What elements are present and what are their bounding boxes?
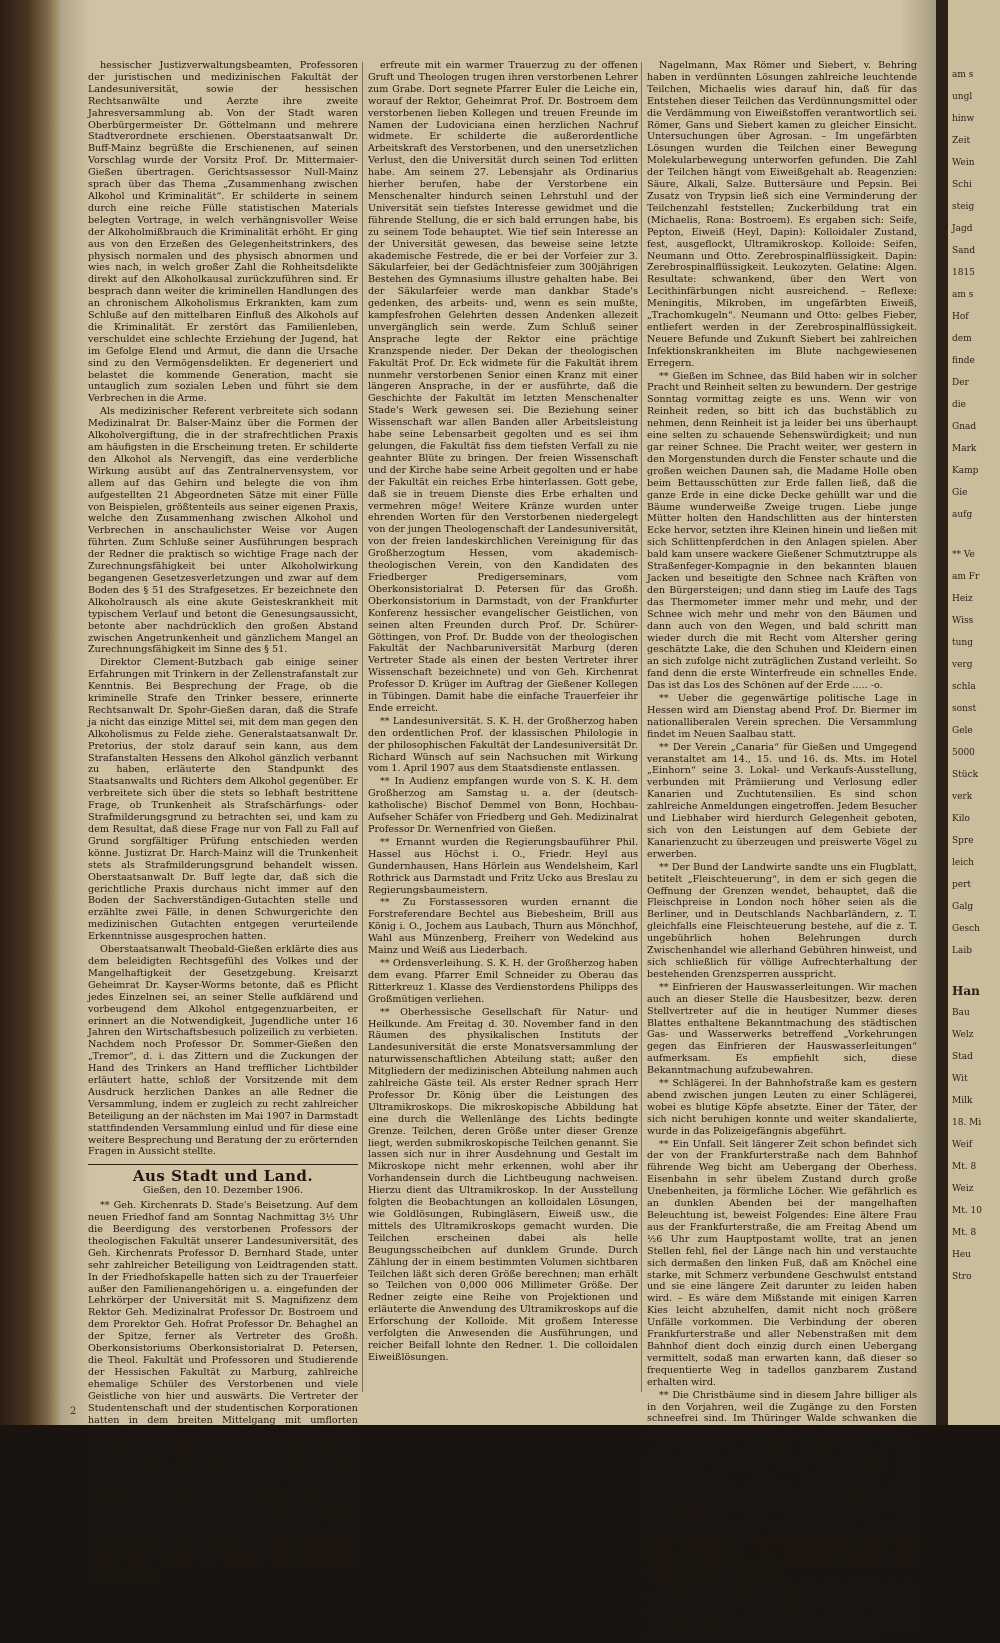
fragment-text: Gesch xyxy=(952,924,980,934)
article-paragraph: ** In Audienz empfangen wurde von S. K. H. dem Großherzog am Samstag u. a. der (deutsch-katholische) Bischof Demmel von Bonn, Hochbau-Aufseher Schäfer von Friedberg und Geh. Medizinalrat Professor Dr. Wernenfried von Gießen. xyxy=(368,776,638,835)
fragment-text: Jagd xyxy=(952,224,973,234)
fragment-text: Kilo xyxy=(952,814,970,824)
section-rule xyxy=(88,1164,358,1165)
fragment-text: Milk xyxy=(952,1096,973,1106)
fragment-text: Spre xyxy=(952,836,974,846)
article-paragraph: Nagelmann, Max Römer und Siebert, v. Behring haben in verdünnten Lösungen zahlreiche leuchtende Teilchen, Michaelis wies darauf hin, daß für das Entstehen dieser Teilchen das Verdünnungsmittel oder die Verdämmung von Eiweißstoffen verantwortlich sei. Römer, Gans und Siebert kamen zu gleicher Einsicht. Untersuchungen über Agrosan. – Im ungefärbten Lösungen wurden die Teilchen einer Bewegung Molekularbewegung unterworfen gefunden. Die Zahl der Teilchen hängt vom Eiweißgehalt ab. Reagenzien: Säure, Alkali, Salze. Buttersäure und Pepsin. Bei Zusatz von Trypsin ließ sich eine Verminderung der Teilchenzahl feststellen; Zuckerbildung trat ein (Michaelis, Rona: Bostroem). Es ergaben sich: Seife, Pepton, Eiweiß (Heyl, Dapin): Kolloidaler Zustand, fest, ausgeflockt, Ultramikroskop. Kolloide: Seifen, Neumann und Otto. Zerebrospinalflüssigkeit. Dapin: Zerebrospinalflüssigkeit. Leukozyten. Gelatine: Algen. Resultate: schwankend, über den Wert von Lecithinfärbungen nicht ausreichend. – Reflexe: Meningitis, Mikroben, im ungefärbten Eiweiß, „Trachomkugeln“. Neumann und Otto: gelbes Fieber, entliefert werden in der Zerebrospinalflüssigkeit. Neuere Befunde und Zukunft Siebert bei zahlreichen Infektionskrankheiten im Blute nachgewiesenen Erregern. xyxy=(647,60,917,369)
fragment-text: die xyxy=(952,400,966,410)
fragment-text: am Fr xyxy=(952,572,980,582)
article-paragraph: ** Geh. Kirchenrats D. Stade's Beisetzung. Auf dem neuen Friedhof fand am Sonntag Nachmittag 3½ Uhr die Beerdigung des verstorbenen Professors der theologischen Fakultät unserer Landesuniversität, des Geh. Kirchenrats Professor D. Bernhard Stade, unter sehr zahlreicher Beteiligung von Leidtragenden statt. In der Friedhofskapelle hatten sich zu der Trauerfeier außer den Familienangehörigen u. a. eingefunden der Lehrkörper der Universität mit S. Magnifizenz dem Rektor Geh. Medizinalrat Professor Dr. Bostroem und dem Prorektor Geh. Hofrat Professor Dr. Behaghel an der Spitze, ferner als Vertreter des Großh. Oberkonsistoriums Oberkonsistorialrat D. Petersen, die Theol. Fakultät und Professoren und Studierende der Hessischen Fakultät zu Marburg, zahlreiche ehemalige Schüler des Verstorbenen und viele Geistliche von hier und auswärts. Die Vertreter der Studentenschaft und der studentischen Korporationen hatten in dem breiten Mittelgang mit umflorten Fahnen Aufstellung genommen. Der schlichte Sarg, der die irdische Hülle des Verstorbenen barg, war mit kostbaren Kranz- und Blumenspenden bedeckt. Pfarrer Euler hielt die durch ihre Kürze um so wirkungsvoller diesmalfundene Traueransprache. Er feierte darin Geh. Kirchenrat Stade als einen Großen im Reiche der theologischen Wissenschaft, der weit über Hessens Grenze hinaus als einer der Ersten bekannt gewesen sei, und schilderte das Glück des Verstorbenen, das er im Familienleben und in seinen treuen Pflichterfüllung gefunden habe. Sein Streben sei gewesen, das Reich Gottes auf Erden zu bauen. Doch beendigte Trauerandacht xyxy=(88,1200,358,1581)
page-number: 2 xyxy=(70,1406,77,1417)
column-divider xyxy=(641,62,642,1392)
article-paragraph: ** Ein Unfall. Seit längerer Zeit schon befindet sich der von der Frankfurterstraße nach dem Bahnhof führende Weg bicht am Uebergang der Oberhess. Eisenbahn in sehr übelem Zustand durch große Unebenheiten, ja förmliche Löcher. Wie gefährlich es an dunklen Abenden bei der mangelhaften Beleuchtung ist, beweist Folgendes: Eine ältere Frau aus der Frankfurterstraße, die am Freitag Abend um ½6 Uhr zum Hauptpostamt wollte, trat an jenen Stellen fehl, fiel der Länge nach hin und verstauchte sich dermaßen den linken Fuß, daß am Knöchel eine starke, mit Schmerz verbundene Geschwulst entstand und sie eine längere Zeit darunter zu leiden haben wird. – Es wäre dem Mißstande mit einigen Karren Kies leicht abzuhelfen, damit nicht noch größere Unfälle vorkommen. Die Verbindung der oberen Frankfurterstraße und aller Nebenstraßen mit dem Bahnhof dient doch einzig durch einen Uebergang vermittelt, sodaß man erwarten kann, daß dieser so frequentierte Weg in tadellos ganzbarem Zustand erhalten wird. xyxy=(647,1138,917,1388)
fragment-text: Heiz xyxy=(952,594,973,604)
fragment-text: Wit xyxy=(952,1074,968,1084)
dateline: Gießen, den 10. Dezember 1906. xyxy=(142,1185,304,1197)
fragment-text: pert xyxy=(952,880,972,890)
book-binding xyxy=(0,0,62,1425)
fragment-text: Gele xyxy=(952,726,973,736)
adjacent-page-edge xyxy=(948,0,1000,1425)
article-paragraph: ** Gießen im Schnee, das Bild haben wir in solcher Pracht und Reinheit selten zu bewundern. Der gestrige Sonntag vormittag zeigte es uns. Wenn wir von Reinheit reden, so bitt ich das buchstäblich zu nehmen, denn Reinheit ist ja leider bei uns überhaupt eine selten zu schauende Sehenswürdigkeit; und nun gar reiner Schnee. Die Pracht weiter, wer gestern in den Morgenstunden durch die Fenster schaute und die großen weichen Daunen sah, die Madame Holle oben beim Bettausschütten zur Erde fallen ließ, daß die ganze Erde in eine dicke Decke gehüllt war und die Bäume wunderweiße Zweige trugen. Liebe junge Mütter holten den Handschlitten aus der hintersten Ecke hervor, setzten ihre Kleinen hinein und ließen mit sich Schlittenpferdchen in den Anlagen spielen. Aber bald kam unsere wackere Gießener Schmutztruppe als Straßenfeger-Kompagnie in den bekannten blauen Jacken und beseitigte den Schnee nach Kräften von den Bürgersteigen; und dann stieg im Laufe des Tags das Thermometer immer mehr und mehr, und der Schnee wich mehr und mehr von den Bäumen und dann auch von den Wegen, und bald schritt man wieder durch die mit Recht vom Altersher gering geschätzte Lake, die den Schuhen und Kleidern einen an sich zufolge nicht zuträglichen Zustand verleiht. So fand denn die erste Winterfreude ein schnelles Ende. Das ist das Los des Schönen auf der Erde ..... -o. xyxy=(647,370,917,692)
fragment-text: Mt. 10 xyxy=(952,1206,983,1216)
fragment-text: am s xyxy=(952,70,974,80)
fragment-text: 18. Mi xyxy=(952,1118,982,1128)
fragment-text: Mt. 8 xyxy=(952,1228,977,1238)
column-2 xyxy=(368,60,638,1365)
page-gutter xyxy=(936,0,948,1425)
article-paragraph: ** Zu Forstassessoren wurden ernannt die Forstreferendare Bechtel aus Biebesheim, Brill aus König i. O., Jochem aus Laubach, Thurn aus Mönchhof, Wahl aus Münzenberg, Freiherr von Wedekind aus Mainz und Weiß aus Liederbach. xyxy=(368,897,638,957)
column-divider xyxy=(362,62,363,1392)
fragment-text: Mark xyxy=(952,444,977,454)
fragment-text: Bau xyxy=(952,1008,970,1018)
fragment-text: 1815 xyxy=(952,268,975,278)
article-paragraph: ** Oberhessische Gesellschaft für Natur- und Heilkunde. Am Freitag d. 30. November fand in den Räumen des physikalischen Instituts der Landesuniversität die erste Monatsversammlung der naturwissenschaftlichen Abteilung statt; außer den Mitgliedern der medizinischen Abteilung nahmen auch zahlreiche Gäste teil. Als erster Redner sprach Herr Professor Dr. König über die Leistungen des Ultramikroskops. Die mikroskopische Abbildung hat eine durch die Wellenlänge des Lichts bedingte Grenze. Teilchen, deren Größe unter dieser Grenze liegt, werden submikroskopische Teilchen genannt. Sie lassen sich nur in ihrer Ausdehnung und Gestalt im Mikroskope nicht mehr erkennen, wohl aber ihr Vorhandensein durch die Lichtbeugung nachweisen. Hierzu dient das Ultramikroskop. In der Ausstellung folgten die Beobachtungen an kolloidalen Lösungen, wie Goldlösungen, Rubingläsern, Eiweiß usw., die mittels des Ultramikroskops gemacht wurden. Die Teilchen erscheinen dabei als helle Beugungsscheibchen auf dunklem Grunde. Durch Zählung der in einem bestimmten Volumen sichtbaren Teilchen läßt sich deren Größe berechnen; man erhält so Teilchen von 0,000 006 Millimeter Größe. Der Redner zeigte eine Reihe von Projektionen und erläuterte die Anwendung des Ultramikroskops auf die Erforschung der Kolloide. Mit großem Interesse verfolgten die Anwesenden die Ausführungen, und reicher Beifall lohnte den Redner. 1. Die colloidalen Eiweißlösungen. xyxy=(368,1006,638,1363)
fragment-text: Stad xyxy=(952,1052,973,1062)
fragment-text: verk xyxy=(952,792,973,802)
fragment-text: schla xyxy=(952,682,976,692)
fragment-text: leich xyxy=(952,858,974,868)
fragment-text: steig xyxy=(952,202,975,212)
column-1 xyxy=(88,60,358,1582)
fragment-text: Stro xyxy=(952,1272,972,1282)
article-paragraph: ** Der Verein „Canaria“ für Gießen und Umgegend veranstaltet am 14., 15. und 16. ds. Mts. im Hotel „Einhorn“ seine 3. Lokal- und Verkaufs-Ausstellung, verbunden mit Prämiierung und Verlosung edler Kanarien und Zuchtutensilien. Es sind schon zahlreiche Anmeldungen eingetroffen. Jedem Besucher und Liebhaber wird hierdurch Gelegenheit geboten, sich von den Leistungen auf dem Gebiete der Kanarienzucht zu überzeugen und preiswerte Vögel zu erwerben. xyxy=(647,741,917,860)
article-paragraph: Direktor Clement-Butzbach gab einige seiner Erfahrungen mit Trinkern in der Zellenstrafanstalt zur Kenntnis. Bei Besprechung der Frage, ob die kriminelle Strafe den Trinker bessere, erinnerte Rechtsanwalt Dr. Spohr-Gießen daran, daß die Strafe ja nicht das einzige Mittel sei, mit dem man gegen den Alkoholismus zu Felde ziehe. Generalstaatsanwalt Dr. Pretorius, der stolz darauf sein kann, aus dem Strafanstalten Hessens den Alkohol gänzlich verbannt zu haben, erläuterte den Standpunkt des Staatsanwalts und Richters dem Alkohol gegenüber. Er verbreitete sich über die stets so lebhaft bestrittene Frage, ob Trunkenheit als Strafschärfungs- oder Strafmilderungsgrund zu betrachten sei, und kam zu dem Resultat, daß diese Frage nur von Fall zu Fall auf Grund sorgfältiger Prüfung entschieden werden könne. Justizrat Dr. Harch-Mainz will die Trunkenheit stets als Strafmilderungsgrund behandelt wissen. Oberstaatsanwalt Dr. Buff legte dar, daß sich die gerichtliche Praxis durchaus nicht immer auf den Boden der Sachverständigen-Gutachten stelle und erzählte zwei Fälle, in denen Schwurgerichte den medizinischen Gutachten entgegen verurteilende Erkenntnisse ausgesprochen hatten. xyxy=(88,657,358,943)
fragment-text: Gnad xyxy=(952,422,977,432)
fragment-text: Gie xyxy=(952,488,968,498)
article-paragraph: Als medizinischer Referent verbreitete sich sodann Medizinalrat Dr. Balser-Mainz über die Formen der Alkoholvergiftung, die in der strafrechtlichen Praxis am häufigsten in die Erscheinung treten. Er schilderte den Alkohol als Nervengift, das eine verderbliche Wirkung ausübt auf das Zentralnervensystem, vor allem auf das Gehirn und belegte die von ihm aufgestellten 21 Abgeordneten Sätze mit einer Fülle von Beispielen, größtenteils aus seiner eigenen Praxis, welche den Zusammenhang zwischen Alkohol und Verbrechen in anschaulichster Weise vor Augen führten. Zum Schluße seiner Ausführungen besprach der Redner die praktisch so wichtige Frage nach der Zurechnungsfähigkeit bei unter Alkoholwirkung begangenen Gesetzesverletzungen und zwar auf dem Boden des § 51 des Strafgesetzes. Er bezeichnete den Alkoholrausch als eine akute Geisteskrankheit mit typischem Verlauf und betont die Genesungsaussicht, betonte aber nachdrücklich den großen Abstand zwischen Angetrunkenheit und gänzlichem Mangel an Zurechnungsfähigkeit im Sinne des § 51. xyxy=(88,406,358,656)
article-paragraph: ** Landesuniversität. S. K. H. der Großherzog haben den ordentlichen Prof. der klassischen Philologie in der philosophischen Fakultät der Landesuniversität Dr. Richard Wünsch auf sein Nachsuchen mit Wirkung vom 1. April 1907 aus dem Staatsdienste entlassen. xyxy=(368,715,638,775)
fragment-text: am s xyxy=(952,290,974,300)
column-3 xyxy=(647,60,917,1643)
fragment-text: hinw xyxy=(952,114,975,124)
fragment-text: Weiz xyxy=(952,1184,974,1194)
fragment-text: Han xyxy=(952,984,980,998)
fragment-text: sonst xyxy=(952,704,977,714)
article-paragraph: Oberstaatsanwalt Theobald-Gießen erklärte dies aus dem beleidigten Rechtsgefühl des Volkes und der Mangelhaftigkeit der Gesetzgebung. Kreisarzt Geheimrat Dr. Kayser-Worms betonte, daß es Pflicht jedes Einzelnen sei, an seiner Stelle aufklärend und vorbeugend dem Alkohol entgegenzuarbeiten, er erinnert an die Notwendigkeit, Jugendliche unter 16 Jahren den Wirtschaftsbesuch polizeilich zu verbieten. Nachdem noch Professor Dr. Sommer-Gießen den „Tremor“, d. i. das Zittern und die Zuckungen der Hand des Trinkers an Hand trefflicher Lichtbilder erläutert hatte, schloß der Vorsitzende mit dem Ausdruck herzlichen Dankes an alle Redner die Versammlung, indem er zugleich zu recht zahlreicher Beteiligung an der nächsten im Mai 1907 in Darmstadt stattfindenden Versammlung einlud und für diese eine weitere Besprechung und Beratung der zu erörternden Fragen in Aussicht stellte. xyxy=(88,944,358,1158)
fragment-text: Sand xyxy=(952,246,976,256)
article-paragraph: ** Ueber die gegenwärtige politische Lage in Hessen wird am Dienstag abend Prof. Dr. Biermer im nationalliberalen Verein sprechen. Die Versammlung findet im Neuen Saalbau statt. xyxy=(647,693,917,740)
article-paragraph: ** Die Christbäume sind in diesem Jahre billiger als in den Vorjahren, weil die Zugänge zu den Forsten schneefrei sind. Im Thüringer Walde schwanken die Preise zwischen 18–46 Mk. für das Schock Bäumchen. xyxy=(647,1389,917,1437)
fragment-text: Galg xyxy=(952,902,974,912)
fragment-text: Wein xyxy=(952,158,975,168)
article-paragraph: ** Ernannt wurden die Regierungsbauführer Phil. Hassel aus Höchst i. O., Friedr. Heyl aus Gundernhausen, Hans Hörlein aus Wendelsheim, Karl Rothrick aus Darmstadt und Fritz Ucko aus Breslau zu Regierungsbaumeistern. xyxy=(368,836,638,896)
section-title: Aus Stadt und Land. xyxy=(132,1167,314,1186)
fragment-text: dem xyxy=(952,334,972,344)
fragment-text: Der xyxy=(952,378,969,388)
fragment-text: Weif xyxy=(952,1140,973,1150)
fragment-text: Schi xyxy=(952,180,972,190)
article-paragraph: ** Oeffentliche Lesehalle. Im November wurden 2551 Bände ausgeliehen. Davon kommen auf: Erzählende Literatur 1399, Zeitschriften 420, Jugendschriften 235, Verdichtungen 79, Literaturgeschichte 53, Länder- und Völkerkunde 84, Kulturgeschichte 13, Geschichte und Biographien 98, Kunstgeschichte 11, Naturwissenschaft und Technologie 148, Herr- und Seewesen 5, Haus- und Landwirtschaft 13, Rechtswissenschaft 17, Religion und Philosophie 8, Staatswissenschaft 28, Verschiedenes 8, Fremdsprachliches 11 Bände. Nach auswärts kamen 128 Bände. xyxy=(647,1438,917,1581)
article-paragraph: ** Einfrieren der Hauswasserleitungen. Wir machen auch an dieser Stelle die Hausbesitzer, bezw. deren Stellvertreter auf die in heutiger Nummer dieses Blattes enthaltene Bekanntmachung des städtischen Gas- und Wasserwerks betreffend „Vorkehrungen gegen das Einfrieren der Hauswasserleitungen“ aufmerksam. Es empfiehlt sich, diese Bekanntmachung aufzubewahren. xyxy=(647,981,917,1077)
fragment-text: ** Ve xyxy=(952,550,975,560)
fragment-text: Kamp xyxy=(952,466,979,476)
fragment-text: Zeit xyxy=(952,136,971,146)
article-paragraph: ** Ordensverleihung. S. K. H. der Großherzog haben dem evang. Pfarrer Emil Schneider zu Oberau das Ritterkreuz 1. Klasse des Verdienstordens Philipps des Großmütigen verliehen. xyxy=(368,957,638,1005)
article-paragraph: ** Der Hauptmann von Köpenick bringt Geld ein. Im einem Wirtshaus in Heuchelheim hat sich der Wirt, der im Besitze eines Grammophons ist, den neuesten Schlager der Saison, den Hauptmann von Köpenick für seinen Apparat für 4.50 Mk. erstanden. Gleich xyxy=(647,1582,917,1641)
fragment-text: Laib xyxy=(952,946,972,956)
fragment-text: Wiss xyxy=(952,616,974,626)
fragment-text: Hof xyxy=(952,312,969,322)
article-paragraph: ** Schlägerei. In der Bahnhofstraße kam es gestern abend zwischen jungen Leuten zu einer Schlägerei, wobei es blutige Köpfe absetzte. Einer der Täter, der sich nicht beruhigen konnte und weiter skandalierte, wurde in das Polizeigefängnis abgeführt. xyxy=(647,1078,917,1137)
fragment-text: ungl xyxy=(952,92,973,102)
fragment-text: Welz xyxy=(952,1030,974,1040)
fragment-text: verg xyxy=(952,660,973,670)
fragment-text: Heu xyxy=(952,1250,971,1260)
fragment-text: tung xyxy=(952,638,973,648)
fragment-text: Stück xyxy=(952,770,979,780)
fragment-text: 5000 xyxy=(952,748,975,758)
fragment-text: Mt. 8 xyxy=(952,1162,977,1172)
article-paragraph: erfreute mit ein warmer Trauerzug zu der offenen Gruft und Theologen trugen ihren verstorbenen Lehrer zum Grabe. Dort segnete Pfarrer Euler die Leiche ein, worauf der Rektor, Geheimrat Prof. Dr. Bostroem dem verstorbenen lieben Kollegen und treuen Freunde im Namen der Ludoviciana einen herzlichen Nachruf widmete. Er schilderte die außerordentliche Arbeitskraft des Verstorbenen, und den unersetzlichen Verlust, den die Universität durch seinen Tod erlitten habe. Am seinem 27. Lebensjahr als Ordinarius hierher berufen, habe der Verstorbene ein Menschenalter hindurch seinen Lehrstuhl und der Universität sein tiefstes Interesse gewidmet und die führende Stellung, die er sich bald errungen habe, bis zu seinem Tode behauptet. Wie tief sein Interesse an der Universität gewesen, das beweise seine letzte akademische Festrede, die er bei der Vorfeier zur 3. Säkularfeier, bei der Gedächtnisfeier zum 300jährigen Bestehen des Gymnasiums illustre gehalten habe. Bei der Säkularfeier werde man dankbar Stade's gedenken, des arbeits- und, wenn es sein mußte, kampfesfrohen Gelehrten dessen Andenken allezeit unvergänglich sein werde. Zum Schluß seiner Ansprache legte der Rektor eine prächtige Kranzspende nieder. Der Dekan der theologischen Fakultät Prof. Dr. Eck widmete für die Fakultät ihrem nunmehr verstorbenen Senior einen Kranz mit einer längeren Ansprache, in der er ausführte, daß die Geschichte der Fakultät im letzten Menschenalter Stade's Werk gewesen sei. Die Beziehung seiner Wissenschaft war allen Banden aller Arbeitsleistung habe seine Lebensarbeit gegolten und es sei ihm gelungen, die Fakultät fiss dem tiefsten Verfall zu nie geahnter Blüte zu bringen. Der freien Wissenschaft und der Kirche habe seine Arbeit gegolten und er habe der Fakultät ein reiches Erbe hinterlassen. Gott gebe, daß sie in treuem Dienste dies Erbe erhalten und vermehren möge! Weitere Kränze wurden unter ehrenden Worten für den Verstorbenen niedergelegt von der jungen Theologenschaft der Landesuniversität, von der freien landeskirchlichen Vereinigung für das Großherzogtum Hessen, vom akademisch-theologischen Verein, von den Kandidaten des Friedberger Predigerseminars, vom Oberkonsistorialrat D. Petersen für das Großh. Oberkonsistorium in Darmstadt, von der Frankfurter Konferenz hessischer evangelischer Geistlichen, von seinen alten Freunden durch Prof. Dr. Schürer-Göttingen, von Prof. Dr. Budde von der theologischen Fakultät der Nachbaruniversität Marburg (deren Vertreter Stade als einen der besten Vertreter ihrer Wissenschaft bezeichnete) und von Geh. Kirchenrat Professor D. Krüger im Auftrag der Gießener Kollegen in Tübingen. Damit habe die einfache Trauerfeier ihr Ende erreicht. xyxy=(368,60,638,714)
article-paragraph: ** Der Bund der Landwirte sandte uns ein Flugblatt, betitelt „Fleischteuerung“, in dem er sich gegen die Oeffnung der Grenzen wendet, behauptet, daß die Fleischpreise in London noch höher seien als die Berliner, und in Deutschlands Nachbarländern, z. T. gleichfalls eine Fleischteuerung bestehe, auf die z. T. ungebührlich hohen Belehrungen durch Zwischenhandel wie allerhand Gebühren hinweist, und sich schließlich für völlige Aufrechterhaltung der bestehenden Grenzsperren ausspricht. xyxy=(647,861,917,980)
article-paragraph: hessischer Justizverwaltungsbeamten, Professoren der juristischen und medizinischen Fakultät der Landesuniversität, sowie der hessischen Rechtsanwälte und Aerzte ihre zweite Jahresversammlung ab. Von der Stadt waren Oberbürgermeister Dr. Göttelmann und mehrere Stadtverordnete erschienen. Oberstaatsanwalt Dr. Buff-Mainz begrüßte die Erschienenen, auf seinen Vorschlag wurde der Vorsitz Prof. Dr. Mittermaier-Gießen übertragen. Gerichtsassessor Null-Mainz sprach über das Thema „Zusammenhang zwischen Alkohol und Kriminalität“. Er schilderte in seinem durch eine reiche Fülle statistischen Materials belegten Vortrage, in welch verhängnisvoller Weise der Alkoholmißbrauch die Kriminalität erhöht. Er ging aus von den Erzeßen des Gelegenheitstrinkers, des physisch normalen und des physisch abnormen und wies nach, in welch großer Zahl die Rohheitsdelikte direkt auf den Alkoholkausal zurückzuführen sind. Er besprach dann weiter die kriminellen Handlungen des an chronischem Alkoholismus Erkrankten, kam zum Schluße auf den mittelbaren Einfluß des Alkohols auf die Kriminalität. Er zerstört das Familienleben, verschuldet eine schlechte Erziehung der Jugend, hat im Gefolge Elend und Armut, die dann die Ursache sind zu den Vermögensdelikten. Er degeneriert und belastet die kommende Generation, macht sie untauglich zum sozialen Leben und führt sie dem Verbrechen in die Arme. xyxy=(88,60,358,405)
fragment-text: finde xyxy=(952,356,975,366)
fragment-text: aufg xyxy=(952,510,973,520)
